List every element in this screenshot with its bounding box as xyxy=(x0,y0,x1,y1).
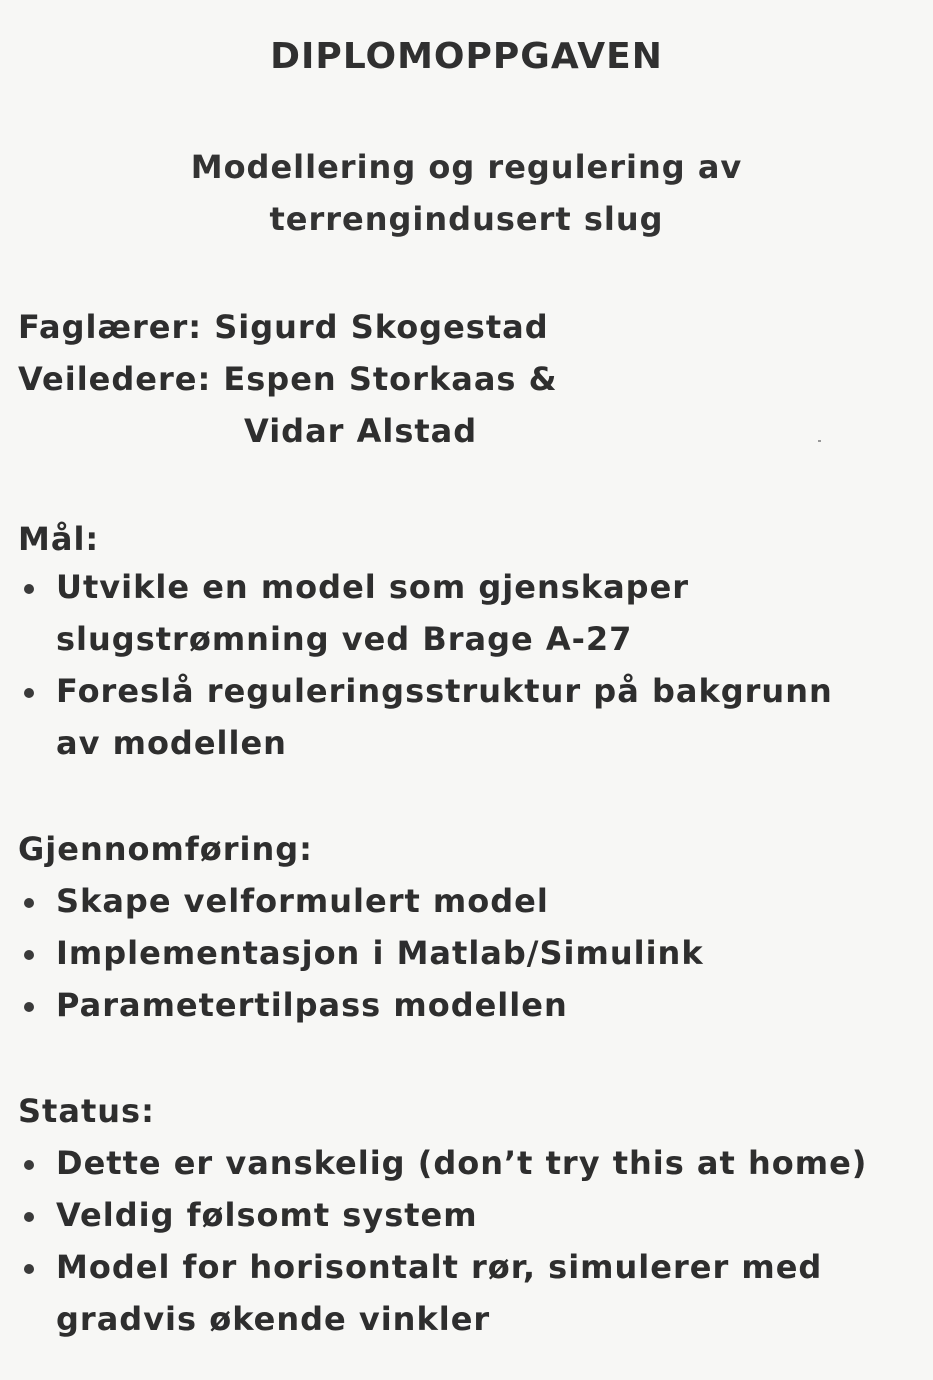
bullet-dot-icon xyxy=(24,950,34,960)
veiledere-line-1: Veiledere: Espen Storkaas & xyxy=(18,360,558,398)
bullet-text-line-1: Parametertilpass modellen xyxy=(56,986,568,1024)
bullet-text-line-1: Utvikle en model som gjenskaper xyxy=(56,568,690,606)
bullet-text-line-1: Dette er vanskelig (don’t try this at home) xyxy=(56,1144,868,1182)
bullet-text-line-2: gradvis økende vinkler xyxy=(56,1300,491,1338)
bullet-dot-icon xyxy=(24,688,34,698)
bullet-text-line-2: av modellen xyxy=(56,724,287,762)
bullet-text-line-1: Veldig følsomt system xyxy=(56,1196,478,1234)
section-heading-status: Status: xyxy=(18,1092,155,1130)
section-heading-maal: Mål: xyxy=(18,520,100,558)
bullet-dot-icon xyxy=(24,1264,34,1274)
bullet-text-line-1: Foreslå reguleringsstruktur på bakgrunn xyxy=(56,672,833,710)
bullet-dot-icon xyxy=(24,584,34,594)
bullet-dot-icon xyxy=(24,898,34,908)
bullet-dot-icon xyxy=(24,1212,34,1222)
veiledere-line-2: Vidar Alstad xyxy=(244,412,478,450)
paper-speck xyxy=(818,440,821,442)
subtitle-line-1: Modellering og regulering av xyxy=(190,148,743,186)
bullet-text-line-1: Model for horisontalt rør, simulerer med xyxy=(56,1248,823,1286)
bullet-text-line-2: slugstrømning ved Brage A-27 xyxy=(56,620,633,658)
faglaerer-line: Faglærer: Sigurd Skogestad xyxy=(18,308,549,346)
bullet-text-line-1: Implementasjon i Matlab/Simulink xyxy=(56,934,704,972)
bullet-dot-icon xyxy=(24,1160,34,1170)
document-title: DIPLOMOPPGAVEN xyxy=(270,36,663,77)
subtitle-line-2: terrengindusert slug xyxy=(269,200,664,238)
bullet-dot-icon xyxy=(24,1002,34,1012)
bullet-text-line-1: Skape velformulert model xyxy=(56,882,549,920)
section-heading-gjennomforing: Gjennomføring: xyxy=(18,830,313,868)
